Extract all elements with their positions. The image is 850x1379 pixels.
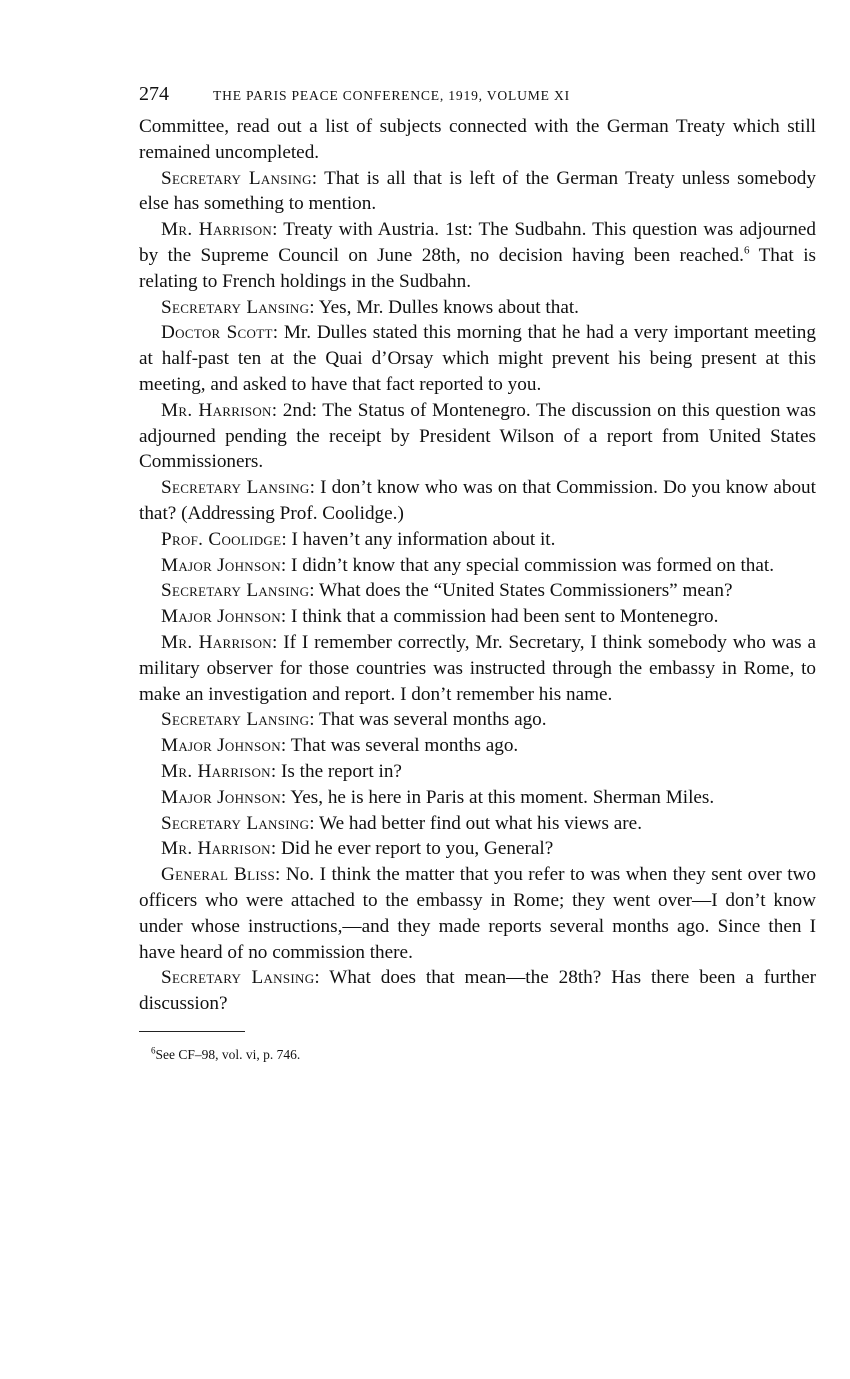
speaker-name: Secretary Lansing bbox=[161, 167, 312, 189]
paragraph-text: 2nd: The Status of Montenegro. The discussion on this question was adjourned pending the receipt by President Wilson of a report from United States Commissioners. bbox=[139, 399, 816, 473]
speaker-name: Secretary Lansing bbox=[161, 812, 310, 834]
footnote-reference: 6 bbox=[743, 244, 750, 257]
footnote bbox=[139, 1046, 816, 1064]
paragraph-text: What does the “United States Commissioners” mean? bbox=[319, 580, 733, 602]
paragraph: Mr. Harrison: 2nd: The Status of Montenegro. The discussion on this question was adjourned pending the receipt by President Wilson of a report from United States Commissioners. bbox=[139, 399, 816, 473]
paragraph-text: Yes, he is here in Paris at this moment. Sherman Miles. bbox=[290, 786, 715, 808]
footnote-mark: 6 bbox=[151, 1045, 156, 1056]
paragraph-text: I didn’t know that any special commission was formed on that. bbox=[291, 554, 775, 576]
paragraph: Secretary Lansing: Yes, Mr. Dulles knows about that. bbox=[161, 296, 579, 318]
paragraph: General Bliss: No. I think the matter that you refer to was when they sent over two officers who were attached to the embassy in Rome; they went over—I don’t know under whose instructions,—and they made reports several months ago. Since then I have heard of no commission there. bbox=[139, 864, 816, 963]
paragraph: Secretary Lansing: That is all that is left of the German Treaty unless somebody else has something to mention. bbox=[139, 167, 816, 215]
paragraph-text: We had better find out what his views are. bbox=[319, 812, 642, 834]
speaker-name: Secretary Lansing bbox=[161, 477, 310, 499]
document-page bbox=[139, 82, 816, 1064]
paragraph-text: Mr. Dulles stated this morning that he had a very important meeting at half-past ten at the Quai d’Orsay which might prevent his being present at this meeting, and asked to have that fact reported to you. bbox=[139, 322, 816, 395]
paragraph-text: Did he ever report to you, General? bbox=[281, 838, 554, 860]
page-number: 274 bbox=[139, 83, 169, 105]
paragraph: Secretary Lansing: What does that mean—the 28th? Has there been a further discussion? bbox=[139, 967, 816, 1015]
speaker-name: Mr. Harrison bbox=[161, 631, 272, 653]
paragraph: Secretary Lansing: We had better find out what his views are. bbox=[161, 812, 642, 834]
paragraph-text: If I remember correctly, Mr. Secretary, I think somebody who was a military observer for those countries was instructed through the embassy in Rome, to make an investigation and report. I don’t remember his name. bbox=[139, 631, 816, 705]
paragraph-text: That was several months ago. bbox=[319, 709, 547, 731]
paragraph: Major Johnson: Yes, he is here in Paris at this moment. Sherman Miles. bbox=[161, 786, 715, 808]
paragraph-text: That is all that is left of the German Treaty unless somebody else has something to mention. bbox=[139, 167, 816, 215]
speaker-name: Mr. Harrison bbox=[161, 219, 273, 241]
paragraph: Mr. Harrison: If I remember correctly, Mr. Secretary, I think somebody who was a military observer for those countries was instructed through the embassy in Rome, to make an investigation and report. I don’t remember his name. bbox=[139, 631, 816, 705]
speaker-name: Major Johnson bbox=[161, 786, 281, 808]
speaker-name: Mr. Harrison bbox=[161, 399, 272, 421]
paragraph: Secretary Lansing: I don’t know who was on that Commission. Do you know about that? (Addressing Prof. Coolidge.) bbox=[139, 477, 816, 524]
speaker-name: Secretary Lansing bbox=[161, 709, 310, 731]
footnote-rule bbox=[139, 1031, 245, 1032]
paragraph-text: I think that a commission had been sent to Montenegro. bbox=[291, 606, 719, 628]
speaker-name: Mr. Harrison bbox=[161, 838, 271, 860]
paragraph: Mr. Harrison: Did he ever report to you, General? bbox=[161, 838, 554, 860]
paragraph-text: Yes, Mr. Dulles knows about that. bbox=[318, 296, 579, 318]
paragraph: Secretary Lansing: That was several months ago. bbox=[161, 709, 547, 731]
paragraph: Secretary Lansing: What does the “United States Commissioners” mean? bbox=[161, 580, 733, 602]
running-title: THE PARIS PEACE CONFERENCE, 1919, VOLUME XI bbox=[213, 88, 570, 103]
speaker-name: Secretary Lansing bbox=[161, 296, 310, 318]
paragraph: Major Johnson: I think that a commission had been sent to Montenegro. bbox=[161, 606, 719, 628]
paragraph bbox=[139, 114, 816, 166]
paragraph-text: No. I think the matter that you refer to was when they sent over two officers who were attached to the embassy in Rome; they went over—I don’t know under whose instructions,—and they made reports several months ago. Since then I have heard of no commission there. bbox=[139, 864, 816, 963]
paragraph: Mr. Harrison: Is the report in? bbox=[161, 760, 402, 782]
body-text bbox=[139, 114, 816, 1017]
paragraph: Major Johnson: That was several months ago. bbox=[161, 735, 519, 757]
speaker-name: Major Johnson bbox=[161, 554, 281, 576]
paragraph-text-continued: That is relating to French holdings in the Sudbahn. bbox=[139, 244, 816, 292]
paragraph: Mr. Harrison: Treaty with Austria. 1st: The Sudbahn. This question was adjourned by the Supreme Council on June 28th, no decision having been reached.$^6$ That is relating to French holdings in the Sudbahn. bbox=[139, 219, 817, 292]
paragraph: Major Johnson: I didn’t know that any special commission was formed on that. bbox=[161, 554, 775, 576]
paragraph-text: Is the report in? bbox=[281, 760, 402, 782]
page-header bbox=[139, 82, 816, 114]
speaker-name: Secretary Lansing bbox=[161, 967, 315, 989]
speaker-name: General Bliss bbox=[161, 864, 276, 886]
speaker-name: Mr. Harrison bbox=[161, 760, 271, 782]
paragraph: Doctor Scott: Mr. Dulles stated this morning that he had a very important meeting at half-past ten at the Quai d’Orsay which might prevent his being present at this meeting, and asked to have that fact reported to you. bbox=[139, 322, 816, 395]
speaker-name: Major Johnson bbox=[161, 606, 281, 628]
paragraph-text: Treaty with Austria. 1st: The Sudbahn. This question was adjourned by the Supreme Council on June 28th, no decision having been reached. bbox=[139, 219, 817, 266]
speaker-name: Doctor Scott bbox=[161, 322, 273, 344]
paragraph-text: I haven’t any information about it. bbox=[291, 528, 556, 550]
paragraph-text: Committee, read out a list of subjects connected with the German Treaty which still remained uncompleted. bbox=[139, 116, 816, 163]
paragraph-text: What does that mean—the 28th? Has there been a further discussion? bbox=[139, 967, 816, 1015]
paragraph-text: I don’t know who was on that Commission. Do you know about that? (Addressing Prof. Coolidge.) bbox=[139, 477, 816, 524]
speaker-name: Prof. Coolidge bbox=[161, 528, 282, 550]
paragraph-text: That was several months ago. bbox=[290, 735, 519, 757]
paragraph: Prof. Coolidge: I haven’t any information about it. bbox=[161, 528, 556, 550]
footnote-text: See CF–98, vol. vi, p. 746. bbox=[155, 1046, 301, 1062]
speaker-name: Major Johnson bbox=[161, 735, 281, 757]
speaker-name: Secretary Lansing bbox=[161, 580, 310, 602]
